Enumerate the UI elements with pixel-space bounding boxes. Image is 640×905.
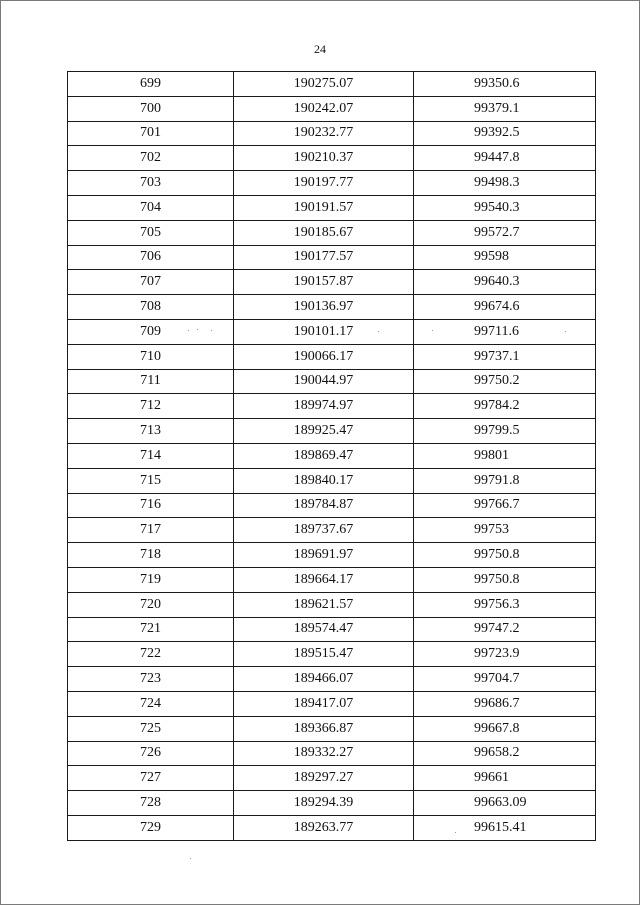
y-coordinate-cell: 99615.41 bbox=[414, 815, 596, 840]
x-coordinate-cell: 189869.47 bbox=[234, 443, 414, 468]
point-number-cell: 701 bbox=[68, 121, 234, 146]
point-number-cell: 705 bbox=[68, 220, 234, 245]
table-row bbox=[68, 220, 596, 245]
point-number-cell: 723 bbox=[68, 667, 234, 692]
x-coordinate-cell: 190275.07 bbox=[234, 72, 414, 97]
x-coordinate-cell: 190044.97 bbox=[234, 369, 414, 394]
table-row bbox=[68, 815, 596, 840]
table-row bbox=[68, 72, 596, 97]
point-number-cell: 721 bbox=[68, 617, 234, 642]
point-number-cell: 715 bbox=[68, 468, 234, 493]
y-coordinate-cell: 99750.2 bbox=[414, 369, 596, 394]
scan-speck bbox=[188, 330, 189, 331]
point-number-cell: 702 bbox=[68, 146, 234, 171]
point-number-cell: 719 bbox=[68, 567, 234, 592]
y-coordinate-cell: 99658.2 bbox=[414, 741, 596, 766]
point-number-cell: 726 bbox=[68, 741, 234, 766]
y-coordinate-cell: 99540.3 bbox=[414, 195, 596, 220]
point-number-cell: 727 bbox=[68, 766, 234, 791]
x-coordinate-cell: 189515.47 bbox=[234, 642, 414, 667]
y-coordinate-cell: 99663.09 bbox=[414, 791, 596, 816]
y-coordinate-cell: 99747.2 bbox=[414, 617, 596, 642]
point-number-cell: 700 bbox=[68, 96, 234, 121]
table-row bbox=[68, 270, 596, 295]
point-number-cell: 707 bbox=[68, 270, 234, 295]
y-coordinate-cell: 99801 bbox=[414, 443, 596, 468]
table-row bbox=[68, 741, 596, 766]
table-row bbox=[68, 518, 596, 543]
point-number-cell: 704 bbox=[68, 195, 234, 220]
page-number: 24 bbox=[314, 42, 326, 56]
x-coordinate-cell: 190101.17 bbox=[234, 319, 414, 344]
table-row bbox=[68, 567, 596, 592]
table-row bbox=[68, 171, 596, 196]
scan-speck bbox=[197, 329, 198, 330]
y-coordinate-cell: 99572.7 bbox=[414, 220, 596, 245]
y-coordinate-cell: 99686.7 bbox=[414, 691, 596, 716]
x-coordinate-cell: 189974.97 bbox=[234, 394, 414, 419]
table-row bbox=[68, 617, 596, 642]
x-coordinate-cell: 189925.47 bbox=[234, 419, 414, 444]
y-coordinate-cell: 99756.3 bbox=[414, 592, 596, 617]
table-row bbox=[68, 667, 596, 692]
x-coordinate-cell: 190232.77 bbox=[234, 121, 414, 146]
table-row bbox=[68, 493, 596, 518]
x-coordinate-cell: 189840.17 bbox=[234, 468, 414, 493]
x-coordinate-cell: 190177.57 bbox=[234, 245, 414, 270]
x-coordinate-cell: 189417.07 bbox=[234, 691, 414, 716]
y-coordinate-cell: 99392.5 bbox=[414, 121, 596, 146]
point-number-cell: 713 bbox=[68, 419, 234, 444]
y-coordinate-cell: 99640.3 bbox=[414, 270, 596, 295]
point-number-cell: 709 bbox=[68, 319, 234, 344]
point-number-cell: 725 bbox=[68, 716, 234, 741]
y-coordinate-cell: 99661 bbox=[414, 766, 596, 791]
scan-speck bbox=[190, 858, 191, 859]
scan-speck bbox=[211, 330, 212, 331]
point-number-cell: 712 bbox=[68, 394, 234, 419]
table-row bbox=[68, 344, 596, 369]
table-row bbox=[68, 691, 596, 716]
y-coordinate-cell: 99447.8 bbox=[414, 146, 596, 171]
y-coordinate-cell: 99750.8 bbox=[414, 543, 596, 568]
y-coordinate-cell: 99723.9 bbox=[414, 642, 596, 667]
point-number-cell: 718 bbox=[68, 543, 234, 568]
y-coordinate-cell: 99498.3 bbox=[414, 171, 596, 196]
point-number-cell: 703 bbox=[68, 171, 234, 196]
table-row bbox=[68, 468, 596, 493]
table-row bbox=[68, 791, 596, 816]
y-coordinate-cell: 99598 bbox=[414, 245, 596, 270]
point-number-cell: 699 bbox=[68, 72, 234, 97]
y-coordinate-cell: 99791.8 bbox=[414, 468, 596, 493]
point-number-cell: 720 bbox=[68, 592, 234, 617]
point-number-cell: 708 bbox=[68, 295, 234, 320]
x-coordinate-cell: 189737.67 bbox=[234, 518, 414, 543]
x-coordinate-cell: 189294.39 bbox=[234, 791, 414, 816]
x-coordinate-cell: 189621.57 bbox=[234, 592, 414, 617]
x-coordinate-cell: 190191.57 bbox=[234, 195, 414, 220]
y-coordinate-cell: 99737.1 bbox=[414, 344, 596, 369]
table-row bbox=[68, 245, 596, 270]
y-coordinate-cell: 99674.6 bbox=[414, 295, 596, 320]
table-row bbox=[68, 369, 596, 394]
y-coordinate-cell: 99766.7 bbox=[414, 493, 596, 518]
table-row bbox=[68, 295, 596, 320]
coordinates-table-body bbox=[68, 72, 596, 841]
y-coordinate-cell: 99711.6 bbox=[414, 319, 596, 344]
x-coordinate-cell: 189691.97 bbox=[234, 543, 414, 568]
y-coordinate-cell: 99379.1 bbox=[414, 96, 596, 121]
coordinates-table bbox=[67, 71, 596, 841]
x-coordinate-cell: 189366.87 bbox=[234, 716, 414, 741]
table-row bbox=[68, 121, 596, 146]
table-row bbox=[68, 443, 596, 468]
table-row bbox=[68, 592, 596, 617]
table-row bbox=[68, 642, 596, 667]
scan-speck bbox=[565, 331, 566, 332]
table-row bbox=[68, 543, 596, 568]
y-coordinate-cell: 99667.8 bbox=[414, 716, 596, 741]
point-number-cell: 724 bbox=[68, 691, 234, 716]
point-number-cell: 710 bbox=[68, 344, 234, 369]
x-coordinate-cell: 190185.67 bbox=[234, 220, 414, 245]
table-row bbox=[68, 419, 596, 444]
point-number-cell: 706 bbox=[68, 245, 234, 270]
table-row bbox=[68, 146, 596, 171]
scan-speck bbox=[455, 832, 456, 833]
x-coordinate-cell: 190066.17 bbox=[234, 344, 414, 369]
table-row bbox=[68, 195, 596, 220]
x-coordinate-cell: 189664.17 bbox=[234, 567, 414, 592]
scan-speck bbox=[432, 330, 433, 331]
y-coordinate-cell: 99753 bbox=[414, 518, 596, 543]
scan-speck bbox=[378, 331, 379, 332]
table-row bbox=[68, 319, 596, 344]
x-coordinate-cell: 190136.97 bbox=[234, 295, 414, 320]
y-coordinate-cell: 99799.5 bbox=[414, 419, 596, 444]
x-coordinate-cell: 189466.07 bbox=[234, 667, 414, 692]
table-row bbox=[68, 394, 596, 419]
x-coordinate-cell: 189297.27 bbox=[234, 766, 414, 791]
table-row bbox=[68, 96, 596, 121]
x-coordinate-cell: 190197.77 bbox=[234, 171, 414, 196]
y-coordinate-cell: 99350.6 bbox=[414, 72, 596, 97]
x-coordinate-cell: 190210.37 bbox=[234, 146, 414, 171]
x-coordinate-cell: 190157.87 bbox=[234, 270, 414, 295]
point-number-cell: 716 bbox=[68, 493, 234, 518]
table-row bbox=[68, 766, 596, 791]
point-number-cell: 714 bbox=[68, 443, 234, 468]
x-coordinate-cell: 189263.77 bbox=[234, 815, 414, 840]
point-number-cell: 729 bbox=[68, 815, 234, 840]
point-number-cell: 728 bbox=[68, 791, 234, 816]
y-coordinate-cell: 99784.2 bbox=[414, 394, 596, 419]
point-number-cell: 722 bbox=[68, 642, 234, 667]
y-coordinate-cell: 99704.7 bbox=[414, 667, 596, 692]
x-coordinate-cell: 190242.07 bbox=[234, 96, 414, 121]
point-number-cell: 717 bbox=[68, 518, 234, 543]
x-coordinate-cell: 189574.47 bbox=[234, 617, 414, 642]
point-number-cell: 711 bbox=[68, 369, 234, 394]
x-coordinate-cell: 189784.87 bbox=[234, 493, 414, 518]
y-coordinate-cell: 99750.8 bbox=[414, 567, 596, 592]
x-coordinate-cell: 189332.27 bbox=[234, 741, 414, 766]
table-row bbox=[68, 716, 596, 741]
